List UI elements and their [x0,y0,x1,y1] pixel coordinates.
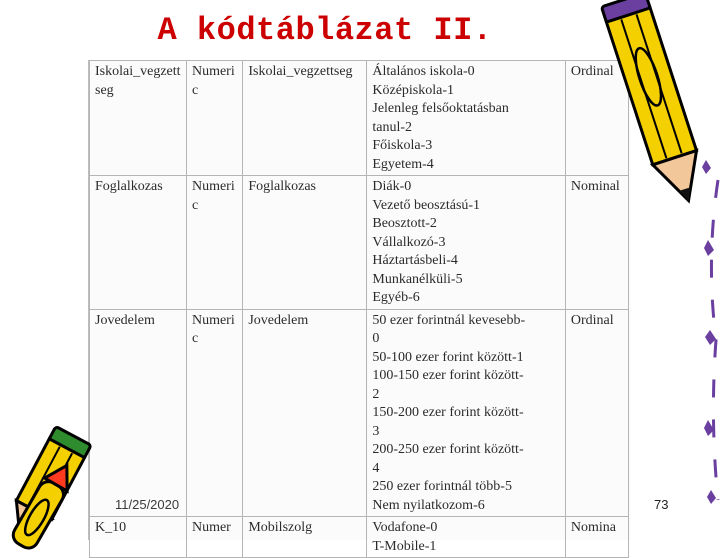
value-code: 50 ezer forintnál kevesebb- [372,312,526,328]
variable-label-cell: Iskolai_vegzettseg [243,61,367,176]
value-code: 2 [372,386,380,402]
value-code: 200-250 ezer forint között- [372,442,524,457]
measurement-scale-cell: Nomina [565,517,628,558]
value-codes-cell [367,517,565,558]
variable-type-cell: Numer [186,517,242,558]
variable-type-cell: Numeric [186,176,242,310]
value-code: Általános iskola-0 [372,64,475,79]
page-number: 73 [654,497,669,512]
value-code: 0 [372,331,380,346]
footer-date: 11/25/2020 [115,497,180,512]
value-code: Háztartásbeli-4 [372,253,458,268]
value-code: Egyetem-4 [372,156,434,172]
value-codes-cell [367,309,565,517]
code-table-container [88,60,631,554]
value-codes-cell [367,61,565,176]
value-code: Beosztott-2 [372,216,437,231]
measurement-scale-cell: Ordinal [565,61,628,176]
value-code: Vállalkozó-3 [372,234,446,250]
pencil-icon [598,0,720,540]
slide-title: A kódtáblázat II. [157,12,493,49]
variable-label-cell: Mobilszolg [243,517,367,558]
table-row [90,61,629,176]
value-code: Középiskola-1 [372,82,455,98]
variable-name-cell: K_10 [90,517,187,558]
value-code: Diák-0 [372,179,412,194]
code-table [89,60,629,558]
value-code: Munkanélküli-5 [372,271,463,287]
value-code: 3 [372,423,380,439]
value-code: Jelenleg felsőoktatásban [372,101,509,116]
value-code: tanul-2 [372,119,413,135]
variable-name-cell: Iskolai_vegzettseg [90,61,187,176]
variable-label-cell: Foglalkozas [243,176,367,310]
value-code: 50-100 ezer forint között-1 [372,349,524,365]
value-code: Egyéb-6 [372,290,420,305]
value-code: Főiskola-3 [372,138,433,153]
value-code: 4 [372,460,380,476]
variable-label-cell: Jovedelem [243,309,367,517]
value-codes-cell [367,176,565,310]
value-code: 150-200 ezer forint között- [372,405,524,420]
table-row [90,517,629,558]
variable-name-cell: Foglalkozas [90,176,187,310]
value-code: Vezető beosztású-1 [372,197,481,213]
table-row [90,176,629,310]
value-code: 100-150 ezer forint között- [372,368,524,383]
pencil-icon [0,420,100,540]
measurement-scale-cell: Nominal [565,176,628,310]
variable-type-cell: Numeric [186,61,242,176]
value-code: 250 ezer forintnál több-5 [372,479,512,494]
value-code: T-Mobile-1 [372,538,437,554]
variable-name-cell: Jovedelem [90,309,187,517]
measurement-scale-cell: Ordinal [565,309,628,517]
table-row [90,309,629,517]
value-code: Nem nyilatkozom-6 [372,497,485,513]
value-code: Vodafone-0 [372,520,438,535]
variable-type-cell: Numeric [186,309,242,517]
